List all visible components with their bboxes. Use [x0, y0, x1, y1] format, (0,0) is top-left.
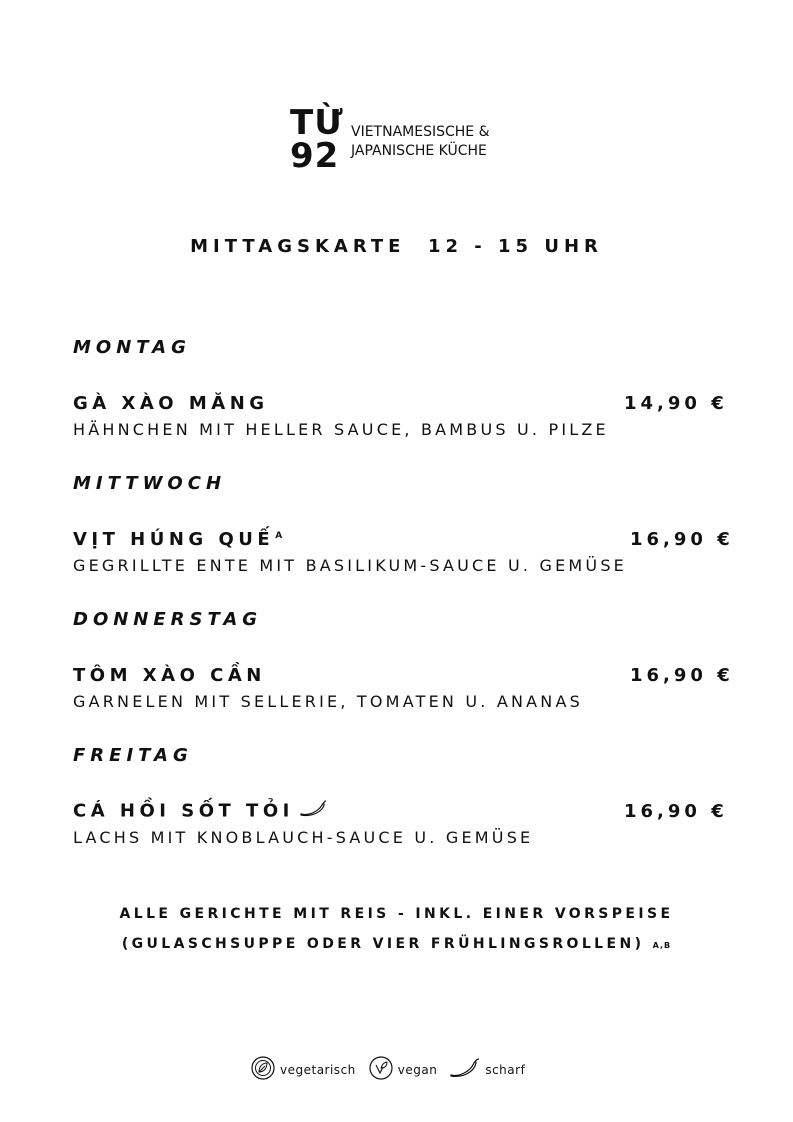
- day-heading-friday: FREITAG: [73, 745, 193, 766]
- footer-note-line-1: ALLE GERICHTE MIT REIS - INKL. EINER VORSPEISE: [119, 906, 674, 922]
- dish-name: VỊT HÚNG QUẾ: [73, 529, 275, 550]
- legend-label-spicy: scharf: [485, 1062, 526, 1077]
- dish-row-wednesday: [73, 529, 282, 550]
- icon-legend: [250, 1055, 533, 1084]
- logo-tagline-1: VIETNAMESISCHE &: [351, 124, 490, 140]
- day-heading-thursday: DONNERSTAG: [73, 609, 263, 630]
- logo-line-2: 92: [290, 136, 340, 176]
- footer-note-line-2: [0, 936, 793, 952]
- chili-icon: [449, 1057, 481, 1082]
- logo-line-1: TỪ: [290, 103, 344, 143]
- dish-price: 16,90 €: [624, 801, 728, 822]
- vegan-leaf-icon: [368, 1055, 394, 1084]
- dish-price: 14,90 €: [624, 393, 728, 414]
- day-heading-wednesday: MITTWOCH: [73, 473, 227, 494]
- legend-label-vegan: vegan: [397, 1062, 438, 1077]
- dish-price: 16,90 €: [630, 529, 734, 550]
- dish-description: GEGRILLTE ENTE MIT BASILIKUM-SAUCE U. GEMÜSE: [73, 556, 627, 575]
- day-heading-monday: MONTAG: [73, 337, 191, 358]
- logo-mark: [290, 103, 344, 176]
- dish-name: GÀ XÀO MĂNG: [73, 393, 269, 414]
- dish-description: HÄHNCHEN MIT HELLER SAUCE, BAMBUS U. PILZE: [73, 420, 609, 439]
- allergen-marker: A: [275, 531, 283, 541]
- chili-icon: [298, 800, 328, 823]
- dish-name: TÔM XÀO CẦN: [73, 665, 266, 686]
- logo-tagline: [351, 123, 490, 161]
- dish-row-friday: [73, 800, 328, 823]
- dish-price: 16,90 €: [630, 665, 734, 686]
- dish-description: LACHS MIT KNOBLAUCH-SAUCE U. GEMÜSE: [73, 828, 534, 847]
- leaf-circle-icon: [250, 1055, 276, 1084]
- menu-title: MITTAGSKARTE 12 - 15 UHR: [190, 236, 603, 257]
- logo-tagline-2: JAPANISCHE KÜCHE: [351, 143, 487, 159]
- allergen-marker: A,B: [652, 941, 672, 950]
- dish-description: GARNELEN MIT SELLERIE, TOMATEN U. ANANAS: [73, 692, 583, 711]
- dish-name: CÁ HỒI SỐT TỎI: [73, 800, 294, 822]
- footer-starter-options: (GULASCHSUPPE ODER VIER FRÜHLINGSROLLEN): [121, 936, 645, 952]
- legend-label-vegetarian: vegetarisch: [280, 1062, 356, 1077]
